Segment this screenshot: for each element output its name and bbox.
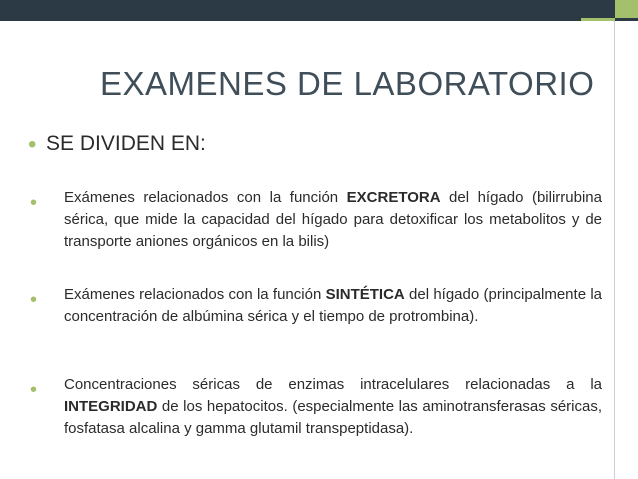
bullet-icon: • [28,131,37,158]
header-accent-block [615,0,638,18]
keyword-sintetica: SINTÉTICA [325,286,405,303]
intro-heading: SE DIVIDEN EN: [46,132,206,155]
keyword-integridad: INTEGRIDAD [64,398,158,415]
bullet-icon: • [30,289,38,311]
slide-header-bar [0,0,638,21]
keyword-excretora: EXCRETORA [346,189,441,206]
header-accent-line [581,18,615,21]
list-item-integridad: Concentraciones séricas de enzimas intracelulares relacionadas a la INTEGRIDAD de los hepatocitos. (especialmente las aminotransferasas séricas, fosfatasa alcalina y gamma glutamil transpeptidasa). [64,376,602,437]
list-item-excretora: Exámenes relacionados con la función EXCRETORA del hígado (bilirrubina sérica, que mide la capacidad del hígado para detoxificar los metabolitos y de transporte aniones orgánicos en la bilis) [64,189,602,250]
slide-title: EXAMENES DE LABORATORIO [100,65,595,102]
bullet-icon: • [30,379,38,401]
bullet-icon: • [30,192,38,214]
list-item-sintetica: Exámenes relacionados con la función SINTÉTICA del hígado (principalmente la concentración de albúmina sérica y el tiempo de protrombina). [64,286,602,325]
